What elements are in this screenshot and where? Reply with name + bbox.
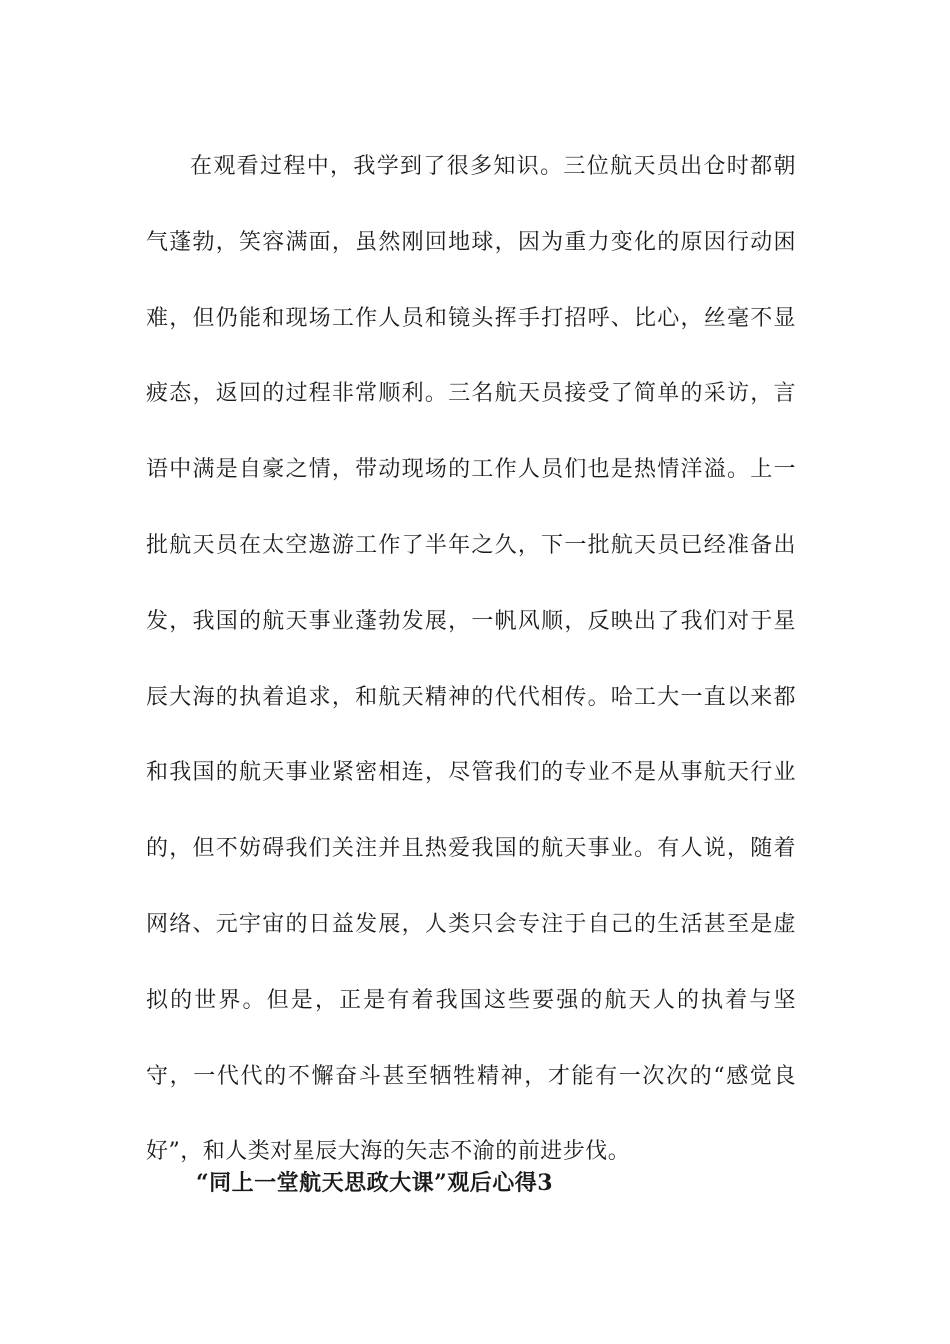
body-paragraph: 在观看过程中，我学到了很多知识。三位航天员出仓时都朝气蓬勃，笑容满面，虽然刚回地球，因为重力变化的原因行动困难，但仍能和现场工作人员和镜头挥手打招呼、比心，丝毫不显疲态，返回的过程非常顺利。三名航天员接受了简单的采访，言语中满是自豪之情，带动现场的工作人员们也是热情洋溢。上一批航天员在太空遨游工作了半年之久，下一批航天员已经准备出发，我国的航天事业蓬勃发展，一帆风顺，反映出了我们对于星辰大海的执着追求，和航天精神的代代相传。哈工大一直以来都和我国的航天事业紧密相连，尽管我们的专业不是从事航天行业的，但不妨碍我们关注并且热爱我国的航天事业。有人说，随着网络、元宇宙的日益发展，人类只会专注于自己的生活甚至是虚拟的世界。但是，正是有着我国这些要强的航天人的执着与坚守，一代代的不懈奋斗甚至牺牲精神，才能有一次次的“感觉良好”，和人类对星辰大海的矢志不渝的前进步伐。 [146, 154, 796, 1165]
section-heading: “同上一堂航天思政大课”观后心得3 [196, 1170, 554, 1196]
